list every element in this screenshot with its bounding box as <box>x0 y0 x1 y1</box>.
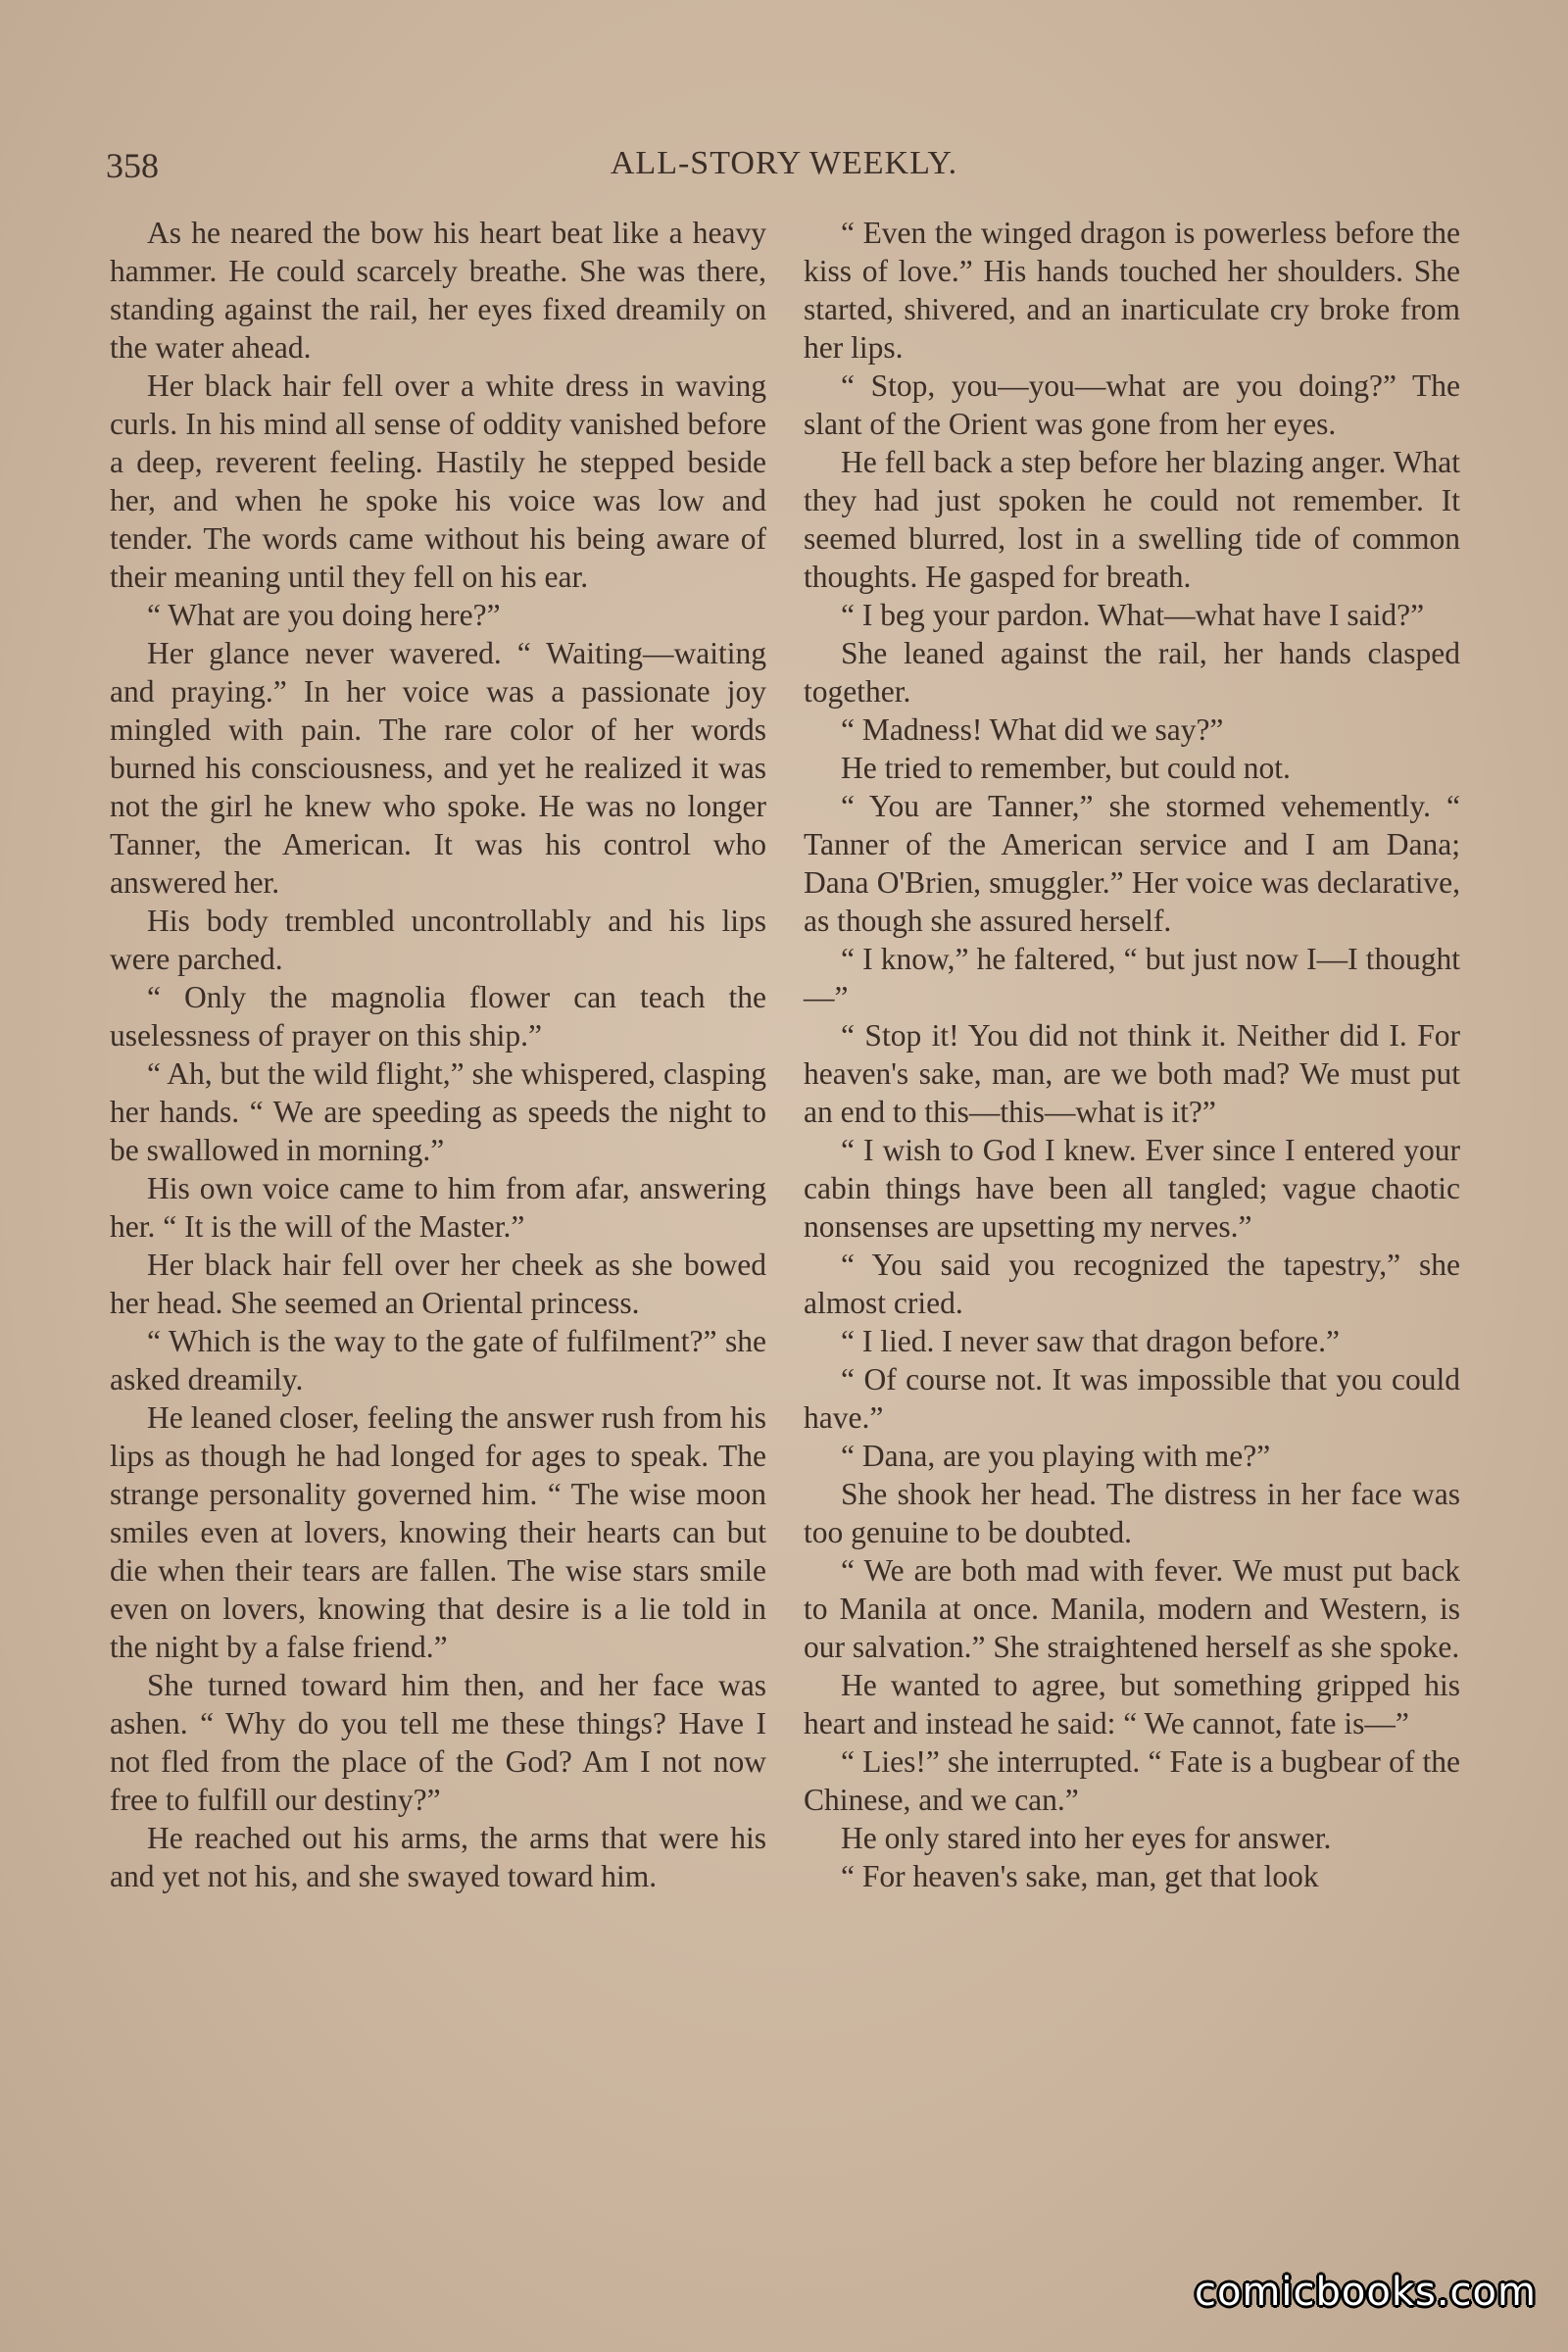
paragraph: As he neared the bow his heart beat like a heavy hammer. He could scarcely breathe. She was there, standing against the rail, her eyes fixed dreamily on the water ahead. <box>110 216 766 365</box>
paragraph: His body trembled uncontrollably and his lips were parched. <box>110 904 766 976</box>
paragraph: “ You said you recognized the tapestry,” she almost cried. <box>804 1248 1460 1320</box>
paragraph: Her black hair fell over a white dress in waving curls. In his mind all sense of oddity vanished before a deep, reverent feeling. Hastily he stepped beside her, and when he spoke his voice was low and tender. The words came without his being aware of their meaning until they fell on his ear. <box>110 368 766 594</box>
paragraph: “ Even the winged dragon is powerless before the kiss of love.” His hands touched her shoulders. She started, shivered, and an inarticulate cry broke from her lips. <box>804 216 1460 365</box>
paragraph: “ What are you doing here?” <box>147 598 501 632</box>
paragraph: He only stared into her eyes for answer. <box>841 1821 1332 1855</box>
paragraph: Her glance never wavered. “ Waiting—waiting and praying.” In her voice was a passionate joy mingled with pain. The rare color of her words burned his consciousness, and yet he realized it was not the girl he knew who spoke. He was no longer Tanner, the American. It was his control who answered her. <box>110 636 766 900</box>
paragraph: “ Ah, but the wild flight,” she whispered, clasping her hands. “ We are speeding as speeds the night to be swallowed in morning.” <box>110 1056 766 1167</box>
page-number: 358 <box>106 146 159 185</box>
running-head: ALL-STORY WEEKLY. <box>610 145 958 181</box>
paragraph: She shook her head. The distress in her face was too genuine to be doubted. <box>804 1477 1460 1549</box>
paragraph: He fell back a step before her blazing anger. What they had just spoken he could not remember. It seemed blurred, lost in a swelling tide of common thoughts. He gasped for breath. <box>804 445 1460 594</box>
paragraph: “ Only the magnolia flower can teach the uselessness of prayer on this ship.” <box>110 980 766 1053</box>
paragraph: “ Of course not. It was impossible that you could have.” <box>804 1362 1460 1435</box>
paragraph: His own voice came to him from afar, answering her. “ It is the will of the Master.” <box>110 1171 766 1244</box>
paragraph: “ Stop it! You did not think it. Neither did I. For heaven's sake, man, are we both mad? We must put an end to this—this—what is it?” <box>804 1018 1460 1129</box>
paragraph: “ Dana, are you playing with me?” <box>841 1439 1271 1473</box>
paragraph: “ Stop, you—you—what are you doing?” The slant of the Orient was gone from her eyes. <box>804 368 1460 441</box>
paragraph: “ For heaven's sake, man, get that look <box>841 1859 1319 1893</box>
paragraph: He reached out his arms, the arms that were his and yet not his, and she swayed toward him. <box>110 1821 766 1893</box>
paragraph: “ I lied. I never saw that dragon before.” <box>841 1324 1341 1358</box>
left-column <box>110 214 766 1895</box>
paragraph: “ Which is the way to the gate of fulfilment?” she asked dreamily. <box>110 1324 766 1396</box>
paragraph: “ Lies!” she interrupted. “ Fate is a bugbear of the Chinese, and we can.” <box>804 1744 1460 1817</box>
right-column <box>804 214 1460 1895</box>
paragraph: He tried to remember, but could not. <box>841 751 1291 785</box>
paragraph: He leaned closer, feeling the answer rush from his lips as though he had longed for ages to speak. The strange personality governed him. “ The wise moon smiles even at lovers, knowing their hearts can but die when their tears are fallen. The wise stars smile even on lovers, knowing that desire is a lie told in the night by a false friend.” <box>110 1400 766 1664</box>
paragraph: “ I beg your pardon. What—what have I said?” <box>841 598 1425 632</box>
paragraph: “ Madness! What did we say?” <box>841 712 1224 747</box>
paragraph: “ I know,” he faltered, “ but just now I—I thought—” <box>804 942 1460 1014</box>
paragraph: She turned toward him then, and her face was ashen. “ Why do you tell me these things? Have I not fled from the place of the God? Am I not now free to fulfill our destiny?” <box>110 1668 766 1817</box>
paragraph: “ You are Tanner,” she stormed vehemently. “ Tanner of the American service and I am Dana; Dana O'Brien, smuggler.” Her voice was declarative, as though she assured herself. <box>804 789 1460 938</box>
paragraph: “ I wish to God I knew. Ever since I entered your cabin things have been all tangled; vague chaotic nonsenses are upsetting my nerves.” <box>804 1133 1460 1244</box>
paragraph: Her black hair fell over her cheek as she bowed her head. She seemed an Oriental princess. <box>110 1248 766 1320</box>
paragraph: He wanted to agree, but something gripped his heart and instead he said: “ We cannot, fate is—” <box>804 1668 1460 1740</box>
watermark: comicbooks.com <box>1194 2270 1537 2315</box>
paragraph: She leaned against the rail, her hands clasped together. <box>804 636 1460 709</box>
paragraph: “ We are both mad with fever. We must put back to Manila at once. Manila, modern and Western, is our salvation.” She straightened herself as she spoke. <box>804 1553 1460 1664</box>
